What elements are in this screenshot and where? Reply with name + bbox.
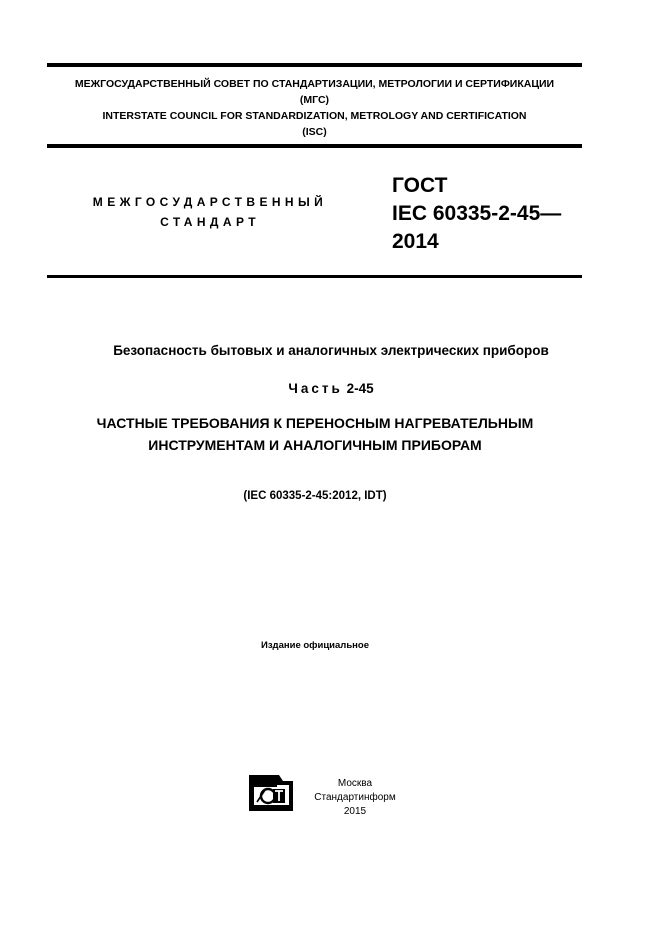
header-rule bbox=[47, 144, 582, 148]
publisher-city: Москва bbox=[337, 778, 373, 789]
publisher-info bbox=[300, 777, 410, 819]
publisher-year: 2015 bbox=[343, 806, 367, 817]
council-name-ru: МЕЖГОСУДАРСТВЕННЫЙ СОВЕТ ПО СТАНДАРТИЗАЦИИ, МЕТРОЛОГИИ И СЕРТИФИКАЦИИ bbox=[74, 78, 555, 90]
standard-type-line1: МЕЖГОСУДАРСТВЕННЫЙ bbox=[92, 195, 328, 209]
designation-line3: 2014 bbox=[392, 230, 439, 253]
part-heading bbox=[0, 381, 662, 396]
part-number: 2-45 bbox=[346, 381, 374, 396]
publisher-name: Стандартинформ bbox=[314, 792, 396, 803]
document-subtitle bbox=[0, 412, 630, 456]
council-name-en: INTERSTATE COUNCIL FOR STANDARDIZATION, METROLOGY AND CERTIFICATION bbox=[102, 110, 527, 122]
iec-reference: (IEC 60335-2-45:2012, IDT) bbox=[243, 490, 387, 502]
designation-rule bbox=[47, 275, 582, 278]
part-label: Часть bbox=[288, 381, 343, 396]
document-title: Безопасность бытовых и аналогичных электрических приборов bbox=[113, 343, 549, 358]
edition-label: Издание официальное bbox=[261, 640, 369, 651]
standartinform-logo-icon bbox=[249, 775, 293, 811]
subtitle-line2: ИНСТРУМЕНТАМ И АНАЛОГИЧНЫМ ПРИБОРАМ bbox=[148, 437, 482, 453]
designation-line2: IEC 60335-2-45— bbox=[392, 202, 562, 225]
standard-type bbox=[60, 192, 360, 232]
standard-designation bbox=[392, 172, 561, 256]
standard-type-line2: СТАНДАРТ bbox=[160, 215, 260, 229]
council-abbr-en: (ISC) bbox=[302, 126, 327, 138]
council-header bbox=[47, 76, 582, 140]
designation-line1: ГОСТ bbox=[392, 174, 448, 197]
subtitle-line1: ЧАСТНЫЕ ТРЕБОВАНИЯ К ПЕРЕНОСНЫМ НАГРЕВАТЕЛЬНЫМ bbox=[96, 415, 534, 431]
council-abbr-ru: (МГС) bbox=[299, 94, 330, 106]
top-rule bbox=[47, 63, 582, 67]
